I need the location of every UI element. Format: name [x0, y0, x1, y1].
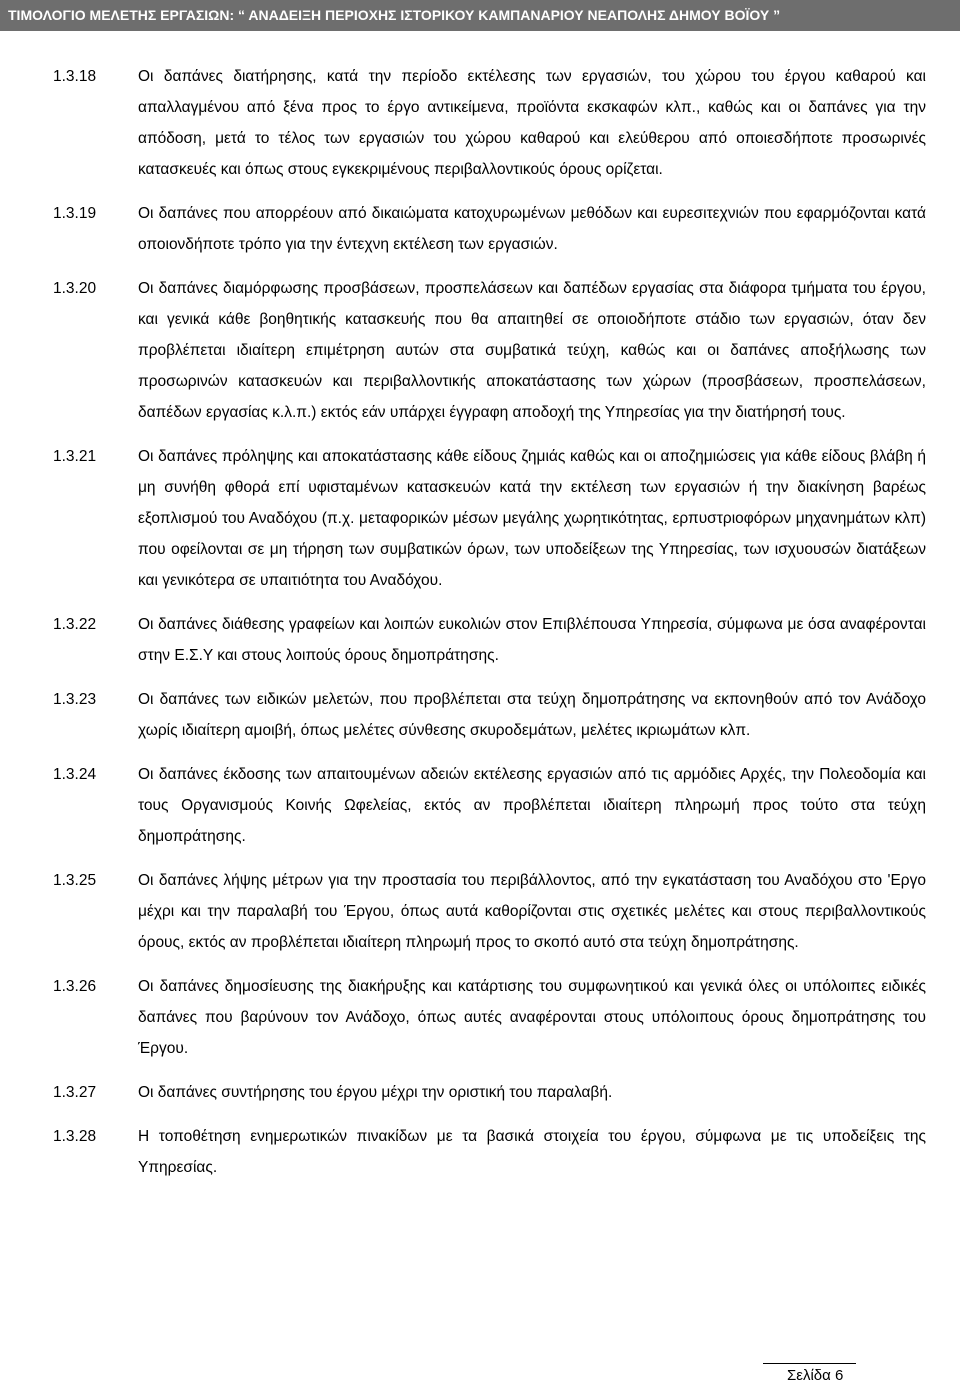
item-text: Οι δαπάνες που απορρέουν από δικαιώματα κατοχυρωμένων μεθόδων και ευρεσιτεχνιών που εφαρμόζονται κατά οποιονδήποτε τρόπο για την έντεχνη εκτέλεση των εργασιών. — [138, 205, 926, 253]
list-item — [0, 1121, 960, 1183]
list-item — [0, 609, 960, 671]
page-header — [0, 0, 960, 31]
item-number: 1.3.23 — [53, 691, 97, 708]
list-item — [0, 684, 960, 746]
item-text: Οι δαπάνες πρόληψης και αποκατάστασης κάθε είδους ζημιάς καθώς και οι αποζημιώσεις για κάθε είδους βλάβη ή μη συνήθη φθορά επί υφισταμένων κατασκευών κατά την εκτέλεση των εργασιών ή την διακίνηση βαρέως εξοπλισμού του Αναδόχου (π.χ. μεταφορικών μέσων μεγάλης χωρητικότητας, ερπυστριοφόρων μηχανημάτων κλπ) που οφείλονται σε μη τήρηση των συμβατικών όρων, των υποδείξεων της Υπηρεσίας, των ισχυουσών διατάξεων και γενικότερα σε υπαιτιότητα του Αναδόχου. — [138, 448, 926, 589]
list-item — [0, 441, 960, 596]
item-text: Οι δαπάνες δημοσίευσης της διακήρυξης και κατάρτισης του συμφωνητικού και γενικά όλες οι υπόλοιπες ειδικές δαπάνες που βαρύνουν τον Ανάδοχο, όπως αυτές αναφέρονται στους υπόλοιπους όρους δημοπράτησης του Έργου. — [138, 978, 926, 1057]
list-item — [0, 759, 960, 852]
list-item — [0, 1077, 960, 1108]
item-number: 1.3.24 — [53, 766, 97, 783]
item-number: 1.3.22 — [53, 616, 97, 633]
list-item — [0, 865, 960, 958]
list-item — [0, 61, 960, 185]
document-body — [0, 61, 960, 1196]
item-number: 1.3.20 — [53, 280, 97, 297]
item-text: Οι δαπάνες συντήρησης του έργου μέχρι την οριστική του παραλαβή. — [138, 1084, 613, 1101]
item-number: 1.3.28 — [53, 1128, 97, 1145]
document-title: ΤΙΜΟΛΟΓΙΟ ΜΕΛΕΤΗΣ ΕΡΓΑΣΙΩΝ: “ ΑΝΑΔΕΙΞΗ ΠΕΡΙΟΧΗΣ ΙΣΤΟΡΙΚΟΥ ΚΑΜΠΑΝΑΡΙΟΥ ΝΕΑΠΟΛΗΣ ΔΗΜΟΥ ΒΟΪΟΥ ” — [8, 7, 781, 23]
list-item — [0, 198, 960, 260]
page-number: Σελίδα 6 — [787, 1367, 844, 1384]
list-item — [0, 971, 960, 1064]
item-number: 1.3.18 — [53, 68, 97, 85]
list-item — [0, 273, 960, 428]
item-text: Οι δαπάνες διατήρησης, κατά την περίοδο εκτέλεσης των εργασιών, του χώρου του έργου καθαρού και απαλλαγμένου από ξένα προς το έργο αντικείμενα, προϊόντα εκσκαφών κλπ., καθώς και οι δαπάνες για την απόδοση, μετά το τέλος των εργασιών του χώρου καθαρού και ελεύθερου από οποιεσδήποτε προσωρινές κατασκευές και όπως στους εγκεκριμένους περιβαλλοντικούς όρους ορίζεται. — [138, 68, 926, 178]
item-number: 1.3.27 — [53, 1084, 97, 1101]
item-text: Οι δαπάνες έκδοσης των απαιτουμένων αδειών εκτέλεσης εργασιών από τις αρμόδιες Αρχές, την Πολεοδομία και τους Οργανισμούς Κοινής Ωφελείας, εκτός αν προβλέπεται ιδιαίτερη πληρωμή προς τούτο στα τεύχη δημοπράτησης. — [138, 766, 926, 845]
footer-divider — [763, 1363, 856, 1364]
item-text: Οι δαπάνες διάθεσης γραφείων και λοιπών ευκολιών στον Επιβλέπουσα Υπηρεσία, σύμφωνα με όσα αναφέρονται στην Ε.Σ.Υ και στους λοιπούς όρους δημοπράτησης. — [138, 616, 926, 664]
item-number: 1.3.25 — [53, 872, 97, 889]
item-text: Οι δαπάνες των ειδικών μελετών, που προβλέπεται στα τεύχη δημοπράτησης να εκπονηθούν από τον Ανάδοχο χωρίς ιδιαίτερη αμοιβή, όπως μελέτες σύνθεσης σκυροδεμάτων, μελέτες ικριωμάτων κλπ. — [138, 691, 926, 739]
item-text: Η τοποθέτηση ενημερωτικών πινακίδων με τα βασικά στοιχεία του έργου, σύμφωνα με τις υποδείξεις της Υπηρεσίας. — [138, 1128, 926, 1176]
item-number: 1.3.21 — [53, 448, 97, 465]
item-text: Οι δαπάνες διαμόρφωσης προσβάσεων, προσπελάσεων και δαπέδων εργασίας στα διάφορα τμήματα του έργου, και γενικά κάθε βοηθητικής κατασκευής που θα απαιτηθεί σε οποιοδήποτε στάδιο των εργασιών, όταν δεν προβλέπεται ιδιαίτερη επιμέτρηση αυτών στα συμβατικά τεύχη, καθώς και οι δαπάνες αποξήλωσης των προσωρινών κατασκευών και περιβαλλοντικής αποκατάστασης των χώρων (προσβάσεων, προσπελάσεων, δαπέδων εργασίας κ.λ.π.) εκτός εάν υπάρχει έγγραφη αποδοχή της Υπηρεσίας για την διατήρησή τους. — [138, 280, 926, 421]
item-number: 1.3.19 — [53, 205, 97, 222]
item-number: 1.3.26 — [53, 978, 97, 995]
item-text: Οι δαπάνες λήψης μέτρων για την προστασία του περιβάλλοντος, από την εγκατάσταση του Αναδόχου στο 'Εργο μέχρι και την παραλαβή του Έργου, όπως αυτά καθορίζονται στις σχετικές μελέτες και στους περιβαλλοντικούς όρους, εκτός αν προβλέπεται ιδιαίτερη πληρωμή προς το σκοπό αυτό στα τεύχη δημοπράτησης. — [138, 872, 926, 951]
